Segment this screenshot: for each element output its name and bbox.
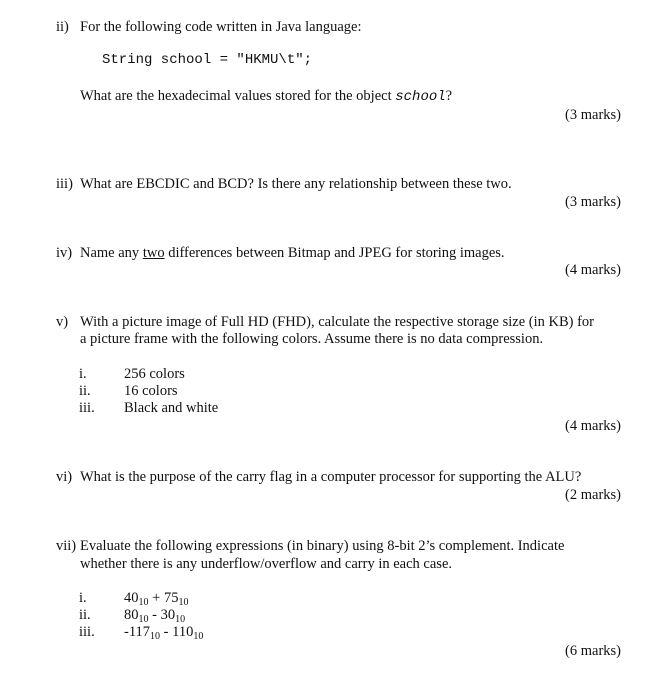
operand-a-base: 10 (138, 614, 149, 625)
question-2-intro: For the following code written in Java language: (80, 19, 362, 35)
operand-a-base: 10 (138, 597, 149, 608)
question-6-text: What is the purpose of the carry flag in a computer processor for supporting the ALU? (80, 469, 582, 485)
operand-b: 75 (163, 590, 179, 606)
question-6-marks: (2 marks) (565, 487, 621, 503)
question-5-number: v) (56, 314, 69, 330)
operator: - (160, 624, 173, 640)
question-2-marks: (3 marks) (565, 107, 621, 123)
operand-b-base: 10 (175, 614, 186, 625)
question-4-text (80, 245, 505, 262)
list-item-number: ii. (79, 383, 91, 399)
list-item-text: 16 colors (124, 383, 178, 399)
list-item-number: ii. (79, 607, 91, 623)
operator: - (148, 607, 161, 623)
operand-a: -117 (124, 624, 151, 640)
question-5-line-1: With a picture image of Full HD (FHD), calculate the respective storage size (in KB) for (80, 314, 594, 330)
question-6-number: vi) (56, 469, 73, 485)
question-4-marks: (4 marks) (565, 262, 621, 278)
question-5-line-2: a picture frame with the following colors. Assume there is no data compression. (80, 331, 544, 347)
operand-b: 110 (172, 624, 194, 640)
question-3-marks: (3 marks) (565, 194, 621, 210)
question-4-text-pre: Name any (80, 245, 143, 261)
operator: + (148, 590, 164, 606)
question-2-number: ii) (56, 19, 69, 35)
expression (124, 590, 188, 607)
list-item-number: i. (79, 366, 87, 382)
expression (124, 624, 203, 641)
list-item-number: i. (79, 590, 87, 606)
question-4-text-post: differences between Bitmap and JPEG for storing images. (164, 245, 505, 261)
question-4-number: iv) (56, 245, 73, 261)
operand-b-base: 10 (193, 631, 204, 642)
list-item-text: Black and white (124, 400, 219, 416)
operand-a: 40 (124, 590, 139, 606)
question-2-text (80, 88, 452, 106)
question-2-text-post: ? (445, 88, 453, 104)
list-item-text: 256 colors (124, 366, 185, 382)
question-4-underlined-word: two (142, 245, 165, 261)
school-variable: school (395, 89, 446, 105)
list-item-number: iii. (79, 400, 95, 416)
operand-a-base: 10 (150, 631, 161, 642)
question-7-marks: (6 marks) (565, 643, 621, 659)
question-3-text: What are EBCDIC and BCD? Is there any relationship between these two. (80, 176, 512, 192)
operand-b-base: 10 (178, 597, 189, 608)
question-7-line-2: whether there is any underflow/overflow and carry in each case. (80, 556, 453, 572)
java-code-line: String school = "HKMU\t"; (102, 52, 313, 68)
list-item-number: iii. (79, 624, 95, 640)
operand-a: 80 (124, 607, 139, 623)
question-5-marks: (4 marks) (565, 418, 621, 434)
question-7-line-1: Evaluate the following expressions (in binary) using 8-bit 2’s complement. Indicate (80, 538, 565, 554)
question-7-number: vii) (56, 538, 77, 554)
question-3-number: iii) (56, 176, 73, 192)
question-2-text-pre: What are the hexadecimal values stored for the object (80, 88, 396, 104)
expression (124, 607, 185, 624)
operand-b: 30 (160, 607, 176, 623)
